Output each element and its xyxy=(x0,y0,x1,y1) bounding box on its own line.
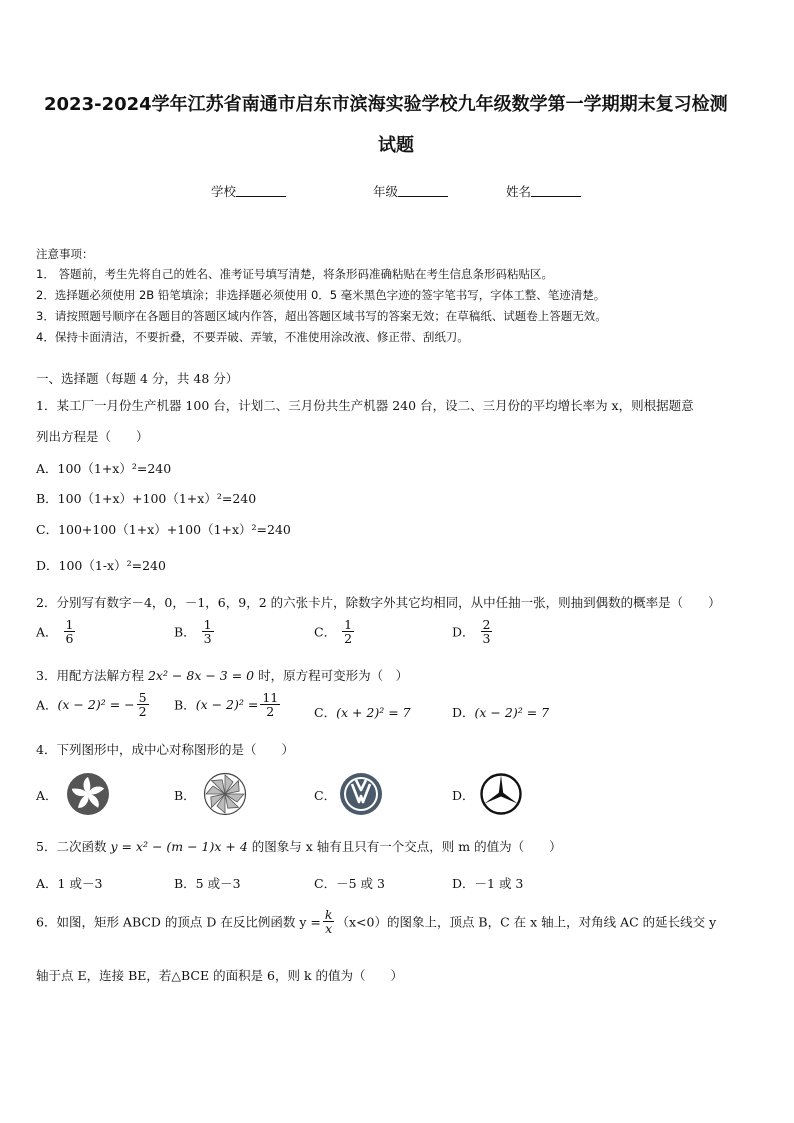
q4-text: 4．下列图形中，成中心对称图形的是（ ） xyxy=(36,742,294,757)
fraction xyxy=(323,908,335,935)
q5-function: y = x² − (m − 1)x + 4 xyxy=(110,839,248,854)
fraction xyxy=(342,618,354,645)
denominator: 2 xyxy=(344,631,353,647)
school-blank xyxy=(236,184,286,197)
option-expression: (x + 2)² = 7 xyxy=(336,705,411,720)
q4-label-a: A． xyxy=(36,788,58,803)
fraction xyxy=(260,691,280,718)
notes-item-2: 2．选择题必须使用 2B 铅笔填涂；非选择题必须使用 0．5 毫米黑色字迹的签字笔书写，字体工整、笔迹清楚。 xyxy=(36,288,606,302)
option-label: A． xyxy=(36,624,58,640)
q3-text xyxy=(36,666,408,684)
option-expression: (x − 2)² = 7 xyxy=(474,705,550,720)
denominator: 3 xyxy=(203,631,212,647)
pinwheel-logo xyxy=(203,772,247,816)
fraction xyxy=(202,618,214,645)
q3-equation: 2x² − 8x − 3 = 0 xyxy=(147,668,255,683)
option-expression: (x − 2)² = − xyxy=(57,697,135,713)
name-blank xyxy=(531,184,581,197)
q3-post: 时，原方程可变形为（ ） xyxy=(254,668,409,683)
numerator: 1 xyxy=(203,617,212,632)
option-label: C． xyxy=(314,705,337,720)
name-field xyxy=(506,182,581,200)
notes-heading: 注意事项： xyxy=(36,247,94,261)
q1-option-c: C．100+100（1+x）+100（1+x）²=240 xyxy=(36,522,291,537)
q6-post: （x<0）的图象上，顶点 B，C 在 x 轴上，对角线 AC 的延长线交 y xyxy=(336,914,717,930)
notes-item-3: 3．请按照题号顺序在各题目的答题区域内作答，超出答题区域书写的答案无效；在草稿纸、试题卷上答题无效。 xyxy=(36,309,607,323)
q6-line2: 轴于点 E，连接 BE，若△BCE 的面积是 6，则 k 的值为（ ） xyxy=(36,968,404,983)
q3-pre: 3．用配方法解方程 xyxy=(36,668,148,683)
q5-text xyxy=(36,837,562,855)
q1-line2: 列出方程是（ ） xyxy=(36,429,149,444)
name-label: 姓名 xyxy=(506,184,532,199)
numerator: 2 xyxy=(482,617,491,632)
numerator: k xyxy=(324,907,333,922)
bauhinia-flower-logo xyxy=(66,772,110,816)
school-label: 学校 xyxy=(211,184,237,199)
q3-option-a xyxy=(36,691,151,718)
q4-label-b: B． xyxy=(174,788,196,803)
mercedes-star-logo xyxy=(479,772,523,816)
fraction xyxy=(64,618,76,645)
option-label: B． xyxy=(174,624,196,640)
q5-option-b: B．5 或－3 xyxy=(174,876,241,891)
q3-option-d xyxy=(452,703,549,721)
q5-pre: 5．二次函数 xyxy=(36,839,111,854)
q3-option-b xyxy=(174,691,282,718)
grade-label: 年级 xyxy=(373,184,399,199)
school-field xyxy=(211,182,286,200)
q2-text: 2．分别写有数字－4，0，－1，6，9，2 的六张卡片，除数字外其它均相同，从中任抽一张，则抽到偶数的概率是（ ） xyxy=(36,595,721,610)
notes-item-4: 4．保持卡面清洁，不要折叠，不要弄破、弄皱，不准使用涂改液、修正带、刮纸刀。 xyxy=(36,330,469,344)
denominator: 6 xyxy=(65,631,74,647)
numerator: 1 xyxy=(344,617,353,632)
option-label: A． xyxy=(36,697,58,713)
grade-blank xyxy=(398,184,448,197)
vw-logo xyxy=(339,772,383,816)
denominator: 2 xyxy=(260,704,280,718)
q5-post: 的图象与 x 轴有且只有一个交点，则 m 的值为（ ） xyxy=(247,839,562,854)
option-label: B． xyxy=(174,697,196,713)
q2-option-c xyxy=(314,618,356,645)
numerator: 5 xyxy=(138,690,147,705)
numerator: 1 xyxy=(65,617,74,632)
q4-label-c: C． xyxy=(314,788,337,803)
q2-option-b xyxy=(174,618,216,645)
q3-option-c xyxy=(314,703,411,721)
q2-option-d xyxy=(452,618,494,645)
option-label: D． xyxy=(452,624,475,640)
q4-label-d: D． xyxy=(452,788,475,803)
grade-field xyxy=(373,182,448,200)
q1-line1: 1．某工厂一月份生产机器 100 台，计划二、三月份共生产机器 240 台，设二、三月份的平均增长率为 x，则根据题意 xyxy=(36,398,694,413)
q6-pre: 6．如图，矩形 ABCD 的顶点 D 在反比例函数 y = xyxy=(36,914,321,930)
denominator: x xyxy=(323,921,335,935)
pinwheel-blades xyxy=(206,775,244,813)
denominator: 3 xyxy=(482,631,491,647)
q1-option-a: A．100（1+x）²=240 xyxy=(36,461,172,476)
q1-option-d: D．100（1-x）²=240 xyxy=(36,558,166,573)
section-heading: 一、选择题（每题 4 分，共 48 分） xyxy=(36,371,239,386)
page-title-line1: 2023-2024学年江苏省南通市启东市滨海实验学校九年级数学第一学期期末复习检测 xyxy=(44,94,728,115)
fraction xyxy=(481,618,493,645)
vw-disc xyxy=(346,779,376,809)
page-title-line2: 试题 xyxy=(378,135,414,156)
q5-option-a: A．1 或－3 xyxy=(36,876,103,891)
q5-option-c: C．－5 或 3 xyxy=(314,876,385,891)
q5-option-d: D．－1 或 3 xyxy=(452,876,524,891)
option-expression: (x − 2)² = xyxy=(195,697,259,713)
q1-option-b: B．100（1+x）+100（1+x）²=240 xyxy=(36,491,257,506)
option-label: C． xyxy=(314,624,337,640)
notes-item-1: 1． 答题前，考生先将自己的姓名、准考证号填写清楚，将条形码准确粘贴在考生信息条形码粘贴区。 xyxy=(36,267,553,281)
q6-line1 xyxy=(36,908,716,935)
option-label: D． xyxy=(452,705,475,720)
numerator: 11 xyxy=(262,690,279,705)
denominator: 2 xyxy=(138,704,147,720)
fraction xyxy=(137,691,149,718)
q2-option-a xyxy=(36,618,77,645)
